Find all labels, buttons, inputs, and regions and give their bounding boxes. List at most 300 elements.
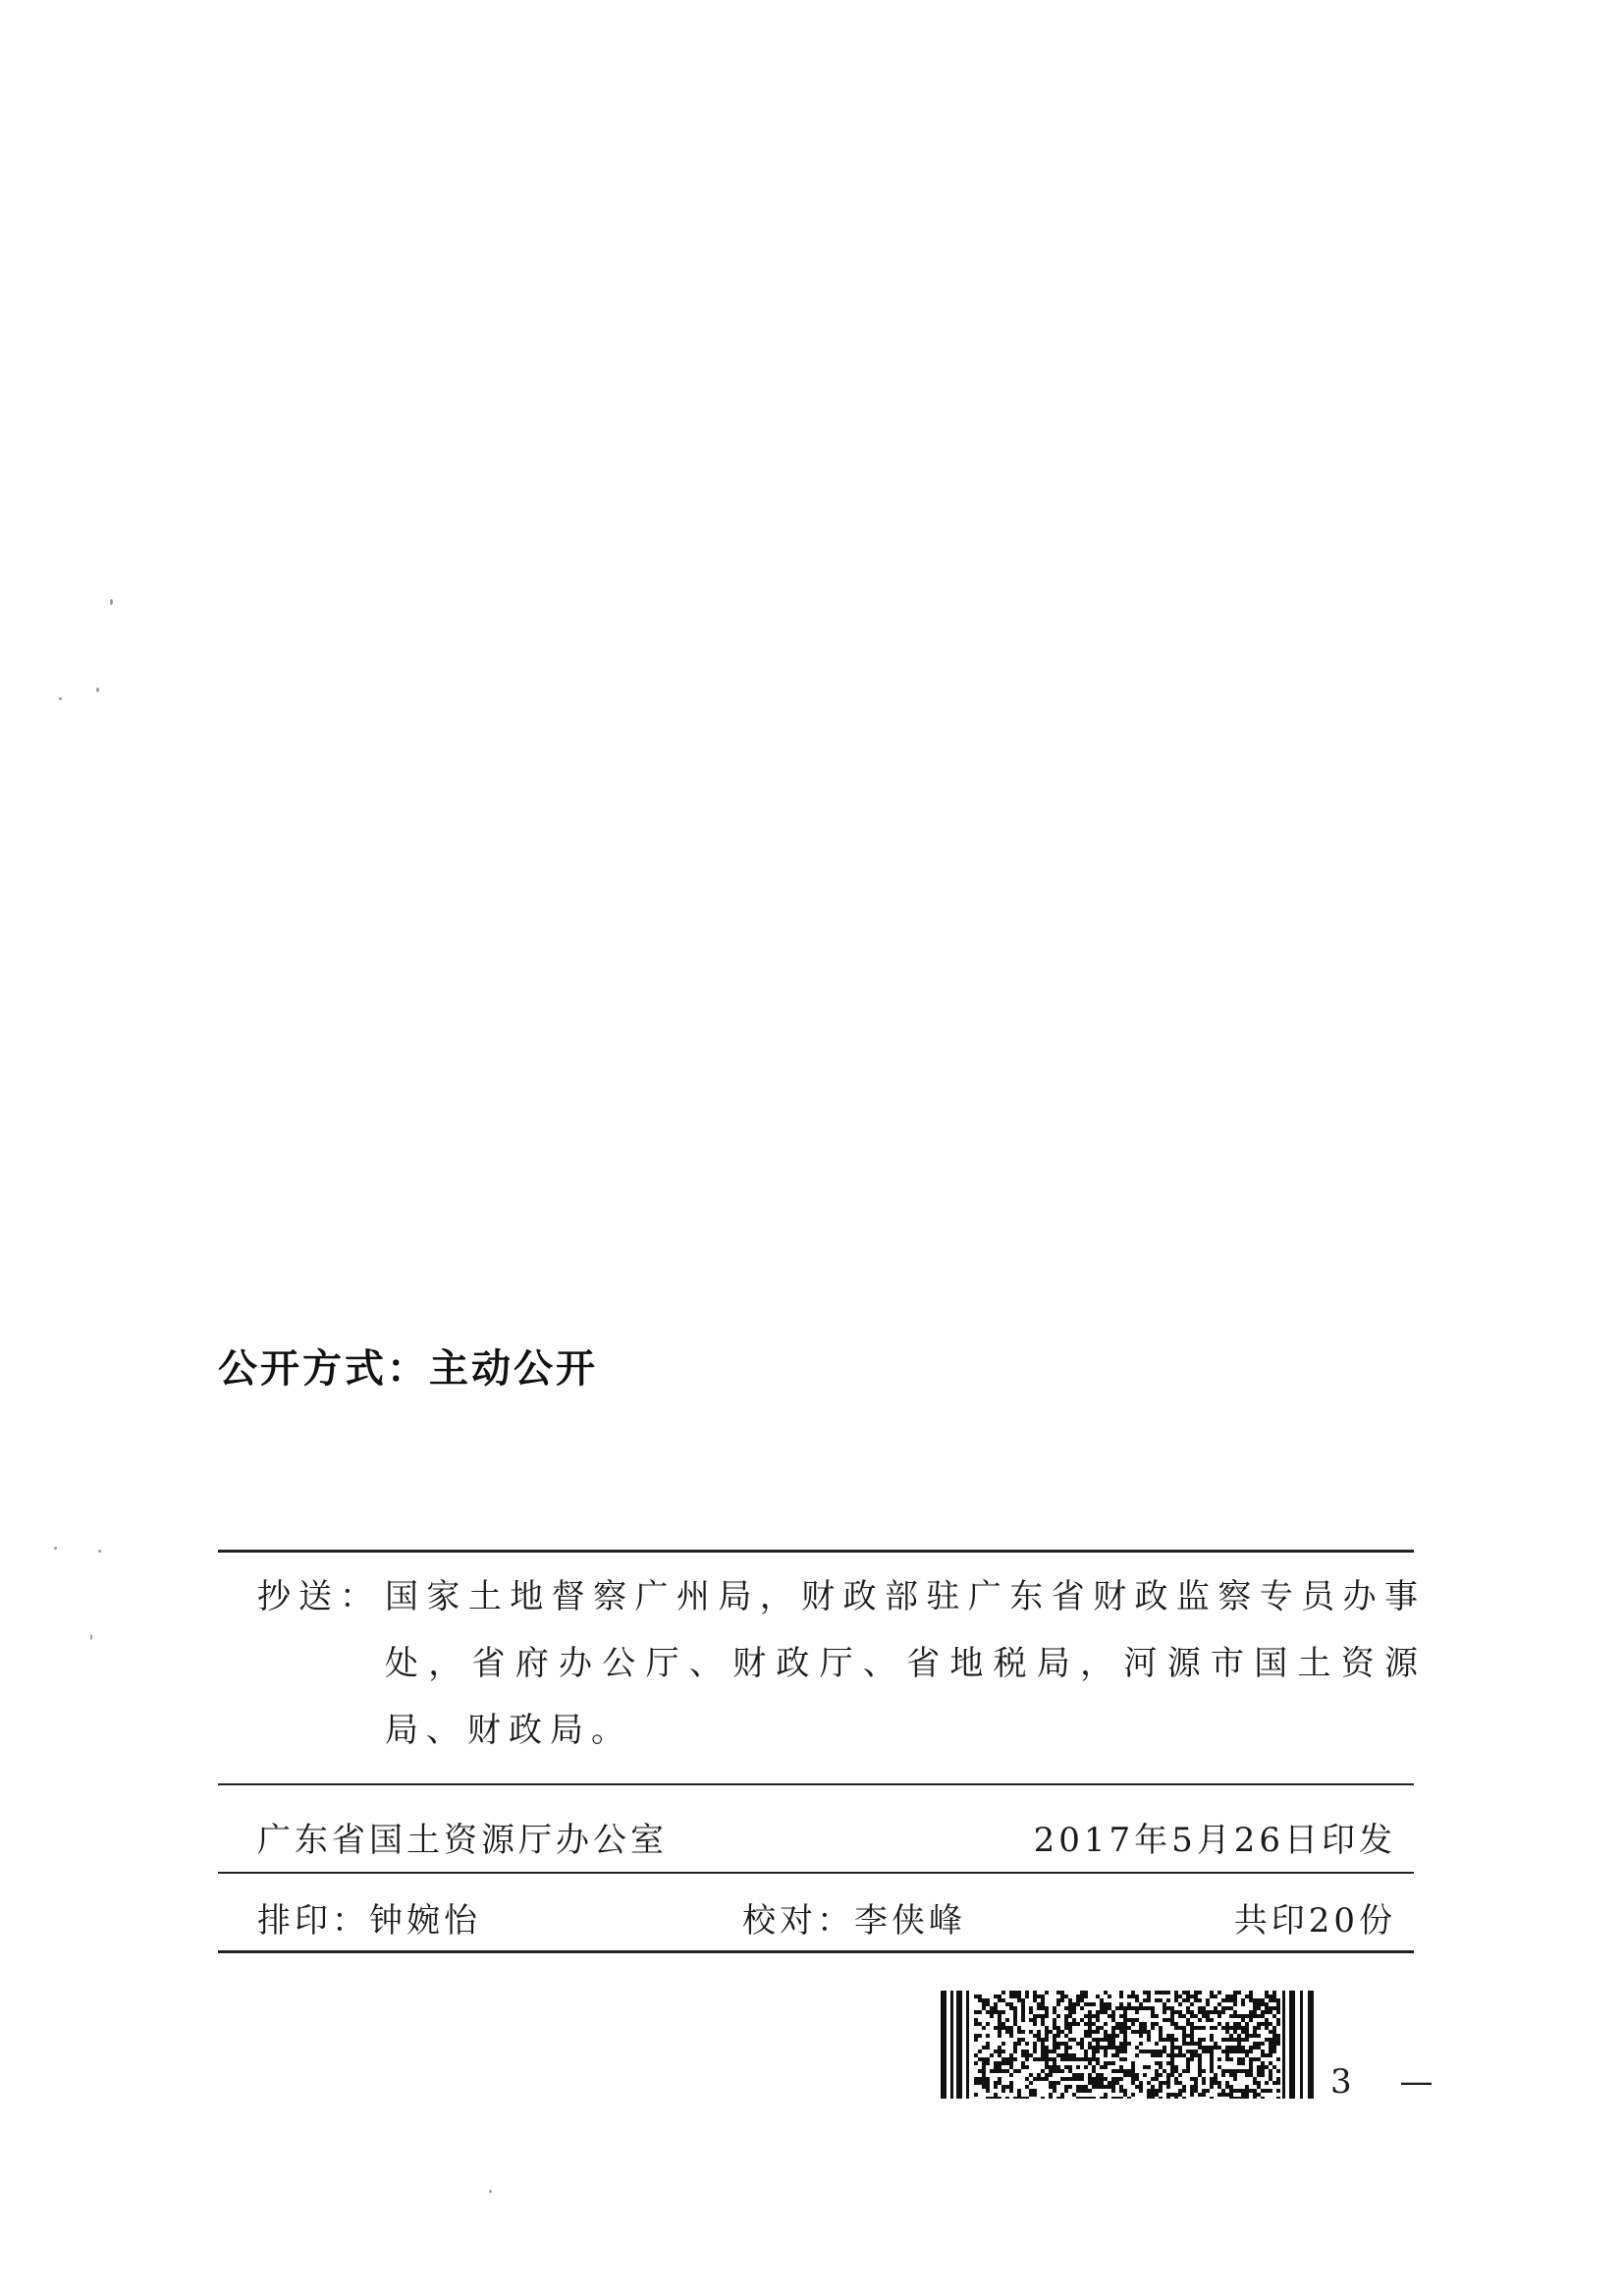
barcode-module — [1127, 1995, 1131, 1998]
barcode-module — [1100, 2002, 1104, 2006]
barcode-module — [1033, 2034, 1037, 2038]
barcode-module — [978, 2057, 982, 2061]
barcode-module — [1025, 2065, 1029, 2069]
barcode-module — [1080, 1995, 1084, 1998]
barcode-module — [1053, 2018, 1056, 2022]
barcode-module — [1163, 2018, 1166, 2022]
barcode-module — [1100, 2026, 1104, 2030]
barcode-module — [1017, 2093, 1021, 2097]
barcode-module — [1147, 2065, 1151, 2069]
barcode-module — [1249, 2010, 1253, 2014]
barcode-module — [1131, 2018, 1135, 2022]
barcode-module — [1045, 1991, 1049, 1995]
barcode-module — [1080, 1998, 1084, 2002]
barcode-module — [1257, 2042, 1261, 2046]
barcode-module — [1115, 2046, 1119, 2050]
barcode-module — [1272, 2014, 1276, 2018]
barcode-module — [1064, 2077, 1068, 2081]
divider-middle — [218, 1783, 1414, 1785]
barcode-module — [1170, 2018, 1174, 2022]
barcode-module — [1221, 1998, 1225, 2002]
barcode-module — [1166, 2093, 1170, 2097]
barcode-module — [1166, 2053, 1170, 2057]
scan-speck — [90, 1634, 92, 1640]
barcode-module — [1111, 2018, 1115, 2022]
barcode-module — [1041, 2077, 1045, 2081]
barcode-module — [1245, 2097, 1249, 2099]
barcode-module — [1001, 2069, 1005, 2073]
barcode-module — [1049, 2050, 1053, 2053]
barcode-module — [1115, 2034, 1119, 2038]
barcode-module — [1049, 2081, 1053, 2085]
barcode-module — [1182, 2030, 1186, 2034]
barcode-module — [1170, 2057, 1174, 2061]
divider-top — [218, 1550, 1414, 1553]
barcode-module — [1088, 2077, 1092, 2081]
barcode-module — [1265, 2022, 1269, 2026]
barcode-module — [1233, 2046, 1237, 2050]
barcode-module — [1045, 2010, 1049, 2014]
barcode-module — [1064, 2026, 1068, 2030]
barcode-module — [1210, 2010, 1214, 2014]
barcode-module — [1261, 2014, 1265, 2018]
barcode-module — [1210, 2018, 1214, 2022]
barcode-module — [974, 2077, 978, 2081]
barcode-module — [1111, 2085, 1115, 2089]
barcode-module — [1108, 1995, 1111, 1998]
barcode-module — [1229, 2046, 1233, 2050]
barcode-module — [1190, 2057, 1194, 2061]
barcode-module — [1241, 2002, 1245, 2006]
barcode-module — [1056, 2069, 1060, 2073]
barcode-module — [1064, 2022, 1068, 2026]
barcode-module — [1017, 2097, 1021, 2099]
barcode-module — [1178, 2089, 1182, 2093]
barcode-module — [1131, 2081, 1135, 2085]
barcode-module — [1084, 2057, 1088, 2061]
barcode-module — [1249, 2057, 1253, 2061]
barcode-module — [1017, 1998, 1021, 2002]
barcode-module — [1056, 2042, 1060, 2046]
barcode-module — [1214, 2042, 1217, 2046]
barcode-module — [1194, 2053, 1198, 2057]
barcode-module — [1053, 2050, 1056, 2053]
barcode-module — [1272, 1998, 1276, 2002]
barcode-module — [1111, 2010, 1115, 2014]
barcode-module — [1111, 2034, 1115, 2038]
barcode-module — [1276, 2010, 1280, 2014]
barcode-module — [1029, 2093, 1033, 2097]
barcode-module — [1045, 2046, 1049, 2050]
barcode-guard-bar — [950, 1991, 953, 2099]
barcode-module — [1155, 2022, 1159, 2026]
barcode-module — [1021, 1998, 1025, 2002]
barcode-module — [1143, 2050, 1147, 2053]
barcode-module — [1163, 2046, 1166, 2050]
barcode-module — [1178, 2053, 1182, 2057]
barcode-module — [1229, 2057, 1233, 2061]
barcode-module — [1186, 1995, 1190, 1998]
barcode-module — [1210, 2085, 1214, 2089]
barcode-module — [1111, 2077, 1115, 2081]
barcode-module — [1245, 2038, 1249, 2042]
barcode-module — [1198, 2093, 1202, 2097]
barcode-module — [1009, 2073, 1013, 2077]
barcode-module — [1272, 2006, 1276, 2010]
barcode-module — [998, 2050, 1001, 2053]
barcode-module — [1119, 2069, 1123, 2073]
barcode-module — [1013, 2057, 1017, 2061]
barcode-module — [1080, 2073, 1084, 2077]
barcode-module — [1170, 2034, 1174, 2038]
barcode-module — [1115, 2069, 1119, 2073]
barcode-module — [1053, 2022, 1056, 2026]
barcode-module — [1064, 2050, 1068, 2053]
barcode-module — [1182, 2069, 1186, 2073]
barcode-module — [1104, 2030, 1108, 2034]
barcode-module — [1194, 2026, 1198, 2030]
barcode-module — [1198, 2053, 1202, 2057]
barcode-module — [1245, 2085, 1249, 2089]
barcode-module — [1005, 2069, 1009, 2073]
barcode-module — [1123, 2073, 1127, 2077]
barcode-module — [1100, 2006, 1104, 2010]
barcode-module — [1151, 2050, 1155, 2053]
barcode-module — [1233, 2002, 1237, 2006]
barcode-module — [1198, 2010, 1202, 2014]
barcode-module — [1190, 2014, 1194, 2018]
barcode-module — [1096, 1995, 1100, 1998]
barcode-module — [1249, 1995, 1253, 1998]
barcode-module — [1135, 2010, 1139, 2014]
barcode-module — [1249, 2069, 1253, 2073]
barcode-module — [1084, 2050, 1088, 2053]
barcode-module — [1257, 2026, 1261, 2030]
barcode-module — [1088, 2081, 1092, 2085]
barcode-module — [1249, 2046, 1253, 2050]
issue-date: 2017年5月26日印发 — [1033, 1821, 1396, 1860]
barcode-module — [1056, 2014, 1060, 2018]
barcode-module — [1217, 2085, 1221, 2089]
barcode-module — [1049, 2057, 1053, 2061]
barcode-module — [1269, 2089, 1272, 2093]
barcode-module — [1127, 2042, 1131, 2046]
barcode-module — [1237, 2046, 1241, 2050]
barcode-module — [1182, 1998, 1186, 2002]
barcode-module — [1166, 1991, 1170, 1995]
barcode-module — [1096, 2030, 1100, 2034]
barcode-module — [1241, 1998, 1245, 2002]
barcode-module — [1253, 2002, 1257, 2006]
barcode-module — [1190, 2050, 1194, 2053]
barcode-module — [1276, 1998, 1280, 2002]
barcode-module — [1131, 2006, 1135, 2010]
barcode-module — [1229, 2073, 1233, 2077]
barcode-module — [1241, 2061, 1245, 2065]
barcode-module — [1096, 2061, 1100, 2065]
barcode-module — [1253, 2042, 1257, 2046]
barcode-module — [1068, 2053, 1072, 2057]
barcode-module — [1037, 2057, 1041, 2061]
barcode-module — [1119, 1991, 1123, 1995]
barcode-module — [982, 2069, 986, 2073]
barcode-module — [1214, 2046, 1217, 2050]
barcode-module — [1053, 2026, 1056, 2030]
barcode-module — [1056, 1991, 1060, 1995]
barcode-module — [1253, 2010, 1257, 2014]
barcode-module — [1072, 2053, 1076, 2057]
barcode-module — [1147, 2089, 1151, 2093]
barcode-module — [1214, 2073, 1217, 2077]
barcode-module — [978, 1998, 982, 2002]
barcode-module — [1265, 2018, 1269, 2022]
barcode-module — [1029, 2053, 1033, 2057]
barcode-module — [1139, 2034, 1143, 2038]
barcode-guard-bar — [1300, 1991, 1303, 2099]
barcode-module — [1159, 2053, 1163, 2057]
barcode-module — [986, 2057, 990, 2061]
barcode-module — [1155, 2014, 1159, 2018]
barcode-module — [1088, 2022, 1092, 2026]
barcode-module — [998, 2026, 1001, 2030]
barcode-module — [1037, 1995, 1041, 1998]
barcode-module — [1096, 2038, 1100, 2042]
barcode-module — [1269, 2010, 1272, 2014]
barcode-module — [1021, 2018, 1025, 2022]
barcode-module — [1045, 2057, 1049, 2061]
barcode-module — [1151, 2053, 1155, 2057]
barcode-module — [974, 2081, 978, 2085]
barcode-module — [1245, 1995, 1249, 1998]
barcode-module — [1272, 2038, 1276, 2042]
barcode-module — [1233, 2069, 1237, 2073]
barcode-module — [1045, 2061, 1049, 2065]
barcode-module — [1237, 2038, 1241, 2042]
barcode-module — [1206, 2010, 1210, 2014]
barcode-module — [1108, 2046, 1111, 2050]
barcode-module — [1249, 2089, 1253, 2093]
barcode-module — [1123, 2030, 1127, 2034]
barcode-module — [1076, 2073, 1080, 2077]
barcode-module — [1139, 2089, 1143, 2093]
barcode-module — [1100, 2097, 1104, 2099]
barcode-module — [1159, 1991, 1163, 1995]
barcode-module — [998, 2077, 1001, 2081]
barcode-module — [1009, 2085, 1013, 2089]
barcode-module — [1088, 2097, 1092, 2099]
barcode-module — [1198, 2057, 1202, 2061]
barcode-module — [1139, 2026, 1143, 2030]
barcode-module — [1257, 2014, 1261, 2018]
barcode-module — [1253, 2097, 1257, 2099]
barcode-module — [1131, 2065, 1135, 2069]
barcode-module — [1009, 1995, 1013, 1998]
barcode-module — [978, 2077, 982, 2081]
barcode-module — [1037, 2014, 1041, 2018]
barcode-module — [1210, 1991, 1214, 1995]
barcode-module — [1013, 2097, 1017, 2099]
barcode-module — [1037, 2073, 1041, 2077]
barcode-module — [1257, 2006, 1261, 2010]
barcode-module — [1100, 1998, 1104, 2002]
barcode-module — [1053, 2061, 1056, 2065]
barcode-module — [974, 2022, 978, 2026]
barcode-module — [1064, 2006, 1068, 2010]
barcode-module — [1029, 2018, 1033, 2022]
barcode-module — [1194, 2050, 1198, 2053]
barcode-module — [1143, 2022, 1147, 2026]
barcode-module — [1257, 2085, 1261, 2089]
barcode-module — [994, 2085, 998, 2089]
barcode-module — [1139, 2030, 1143, 2034]
barcode-module — [1053, 2046, 1056, 2050]
barcode-module — [1127, 2097, 1131, 2099]
barcode-module — [1166, 2081, 1170, 2085]
barcode-module — [1041, 2053, 1045, 2057]
barcode-module — [1088, 2026, 1092, 2030]
barcode-module — [1053, 2042, 1056, 2046]
barcode-module — [1045, 2077, 1049, 2081]
barcode-module — [1001, 2089, 1005, 2093]
barcode-module — [1029, 2081, 1033, 2085]
barcode-module — [1276, 2038, 1280, 2042]
barcode-module — [1104, 2050, 1108, 2053]
barcode-module — [1202, 2050, 1206, 2053]
barcode-module — [1033, 2057, 1037, 2061]
barcode-module — [1261, 2002, 1265, 2006]
barcode-module — [986, 2010, 990, 2014]
barcode-module — [1005, 2057, 1009, 2061]
barcode-module — [1253, 2093, 1257, 2097]
barcode-module — [1143, 2006, 1147, 2010]
barcode-module — [1139, 2006, 1143, 2010]
barcode-module — [1060, 1998, 1064, 2002]
barcode-module — [1233, 2010, 1237, 2014]
barcode-module — [1225, 2085, 1229, 2089]
barcode-module — [1159, 2089, 1163, 2093]
barcode-module — [1013, 2014, 1017, 2018]
barcode-module — [1005, 2061, 1009, 2065]
barcode-module — [1276, 2069, 1280, 2073]
barcode-module — [1060, 2077, 1064, 2081]
barcode-module — [1096, 2042, 1100, 2046]
barcode-module — [1170, 2022, 1174, 2026]
barcode-module — [1261, 2042, 1265, 2046]
page-number-value: 3 — [1330, 2062, 1352, 2102]
barcode-module — [1131, 2093, 1135, 2097]
barcode-module — [1127, 2006, 1131, 2010]
barcode-module — [1053, 2069, 1056, 2073]
barcode-module — [1123, 2046, 1127, 2050]
barcode-module — [1272, 2030, 1276, 2034]
barcode-module — [1135, 1995, 1139, 1998]
barcode-module — [1123, 2010, 1127, 2014]
barcode-module — [1025, 2057, 1029, 2061]
barcode-module — [1084, 2014, 1088, 2018]
barcode-module — [1108, 2061, 1111, 2065]
barcode-module — [1276, 2077, 1280, 2081]
barcode-module — [990, 2053, 994, 2057]
barcode-module — [1029, 2006, 1033, 2010]
barcode-module — [1159, 2034, 1163, 2038]
barcode-module — [1092, 2057, 1096, 2061]
barcode-module — [1190, 2026, 1194, 2030]
barcode-module — [1029, 2073, 1033, 2077]
barcode-module — [1009, 2002, 1013, 2006]
barcode-module — [1123, 2050, 1127, 2053]
barcode-module — [1096, 2077, 1100, 2081]
barcode-module — [1033, 2022, 1037, 2026]
barcode-module — [990, 2010, 994, 2014]
barcode-module — [1241, 2026, 1245, 2030]
barcode-module — [1229, 1995, 1233, 1998]
barcode-module — [1013, 2046, 1017, 2050]
barcode-module — [1163, 2081, 1166, 2085]
barcode-module — [1249, 2018, 1253, 2022]
barcode-module — [1045, 2006, 1049, 2010]
barcode-module — [1257, 2057, 1261, 2061]
barcode-module — [1084, 2022, 1088, 2026]
barcode-module — [1111, 2042, 1115, 2046]
barcode-module — [1139, 2050, 1143, 2053]
barcode-module — [1053, 2057, 1056, 2061]
barcode-module — [1017, 2026, 1021, 2030]
barcode-module — [1170, 2014, 1174, 2018]
barcode-module — [1033, 2093, 1037, 2097]
barcode-module — [1182, 2034, 1186, 2038]
barcode-module — [994, 2081, 998, 2085]
barcode-module — [1076, 2065, 1080, 2069]
barcode-module — [1064, 2018, 1068, 2022]
barcode-module — [1060, 2053, 1064, 2057]
barcode-module — [1198, 2038, 1202, 2042]
barcode-module — [1245, 2034, 1249, 2038]
barcode-module — [1104, 2006, 1108, 2010]
barcode-module — [1001, 2050, 1005, 2053]
barcode-module — [1123, 2026, 1127, 2030]
barcode-module — [1276, 2057, 1280, 2061]
barcode-module — [1084, 1995, 1088, 1998]
barcode-module — [1166, 2077, 1170, 2081]
barcode-module — [1064, 2065, 1068, 2069]
barcode-module — [1229, 2089, 1233, 2093]
disclosure-method: 公开方式：主动公开 — [218, 1346, 598, 1392]
barcode-module — [1249, 1991, 1253, 1995]
barcode-module — [1221, 2089, 1225, 2093]
barcode-module — [1237, 2057, 1241, 2061]
barcode-module — [1206, 2046, 1210, 2050]
barcode-module — [974, 2010, 978, 2014]
barcode-module — [978, 2010, 982, 2014]
barcode-module — [1021, 2014, 1025, 2018]
barcode-module — [1269, 2046, 1272, 2050]
scan-speck — [59, 697, 62, 700]
barcode-module — [1225, 2050, 1229, 2053]
barcode-module — [1190, 2093, 1194, 2097]
barcode-module — [1115, 2097, 1119, 2099]
barcode-module — [1076, 2085, 1080, 2089]
barcode-module — [998, 2030, 1001, 2034]
barcode-module — [1210, 2050, 1214, 2053]
barcode-module — [1045, 2050, 1049, 2053]
barcode-module — [1155, 2073, 1159, 2077]
barcode-module — [978, 1995, 982, 1998]
barcode-module — [1241, 2030, 1245, 2034]
barcode-module — [1108, 2042, 1111, 2046]
barcode-module — [1123, 2093, 1127, 2097]
barcode-module — [1143, 2073, 1147, 2077]
barcode-module — [1163, 2069, 1166, 2073]
